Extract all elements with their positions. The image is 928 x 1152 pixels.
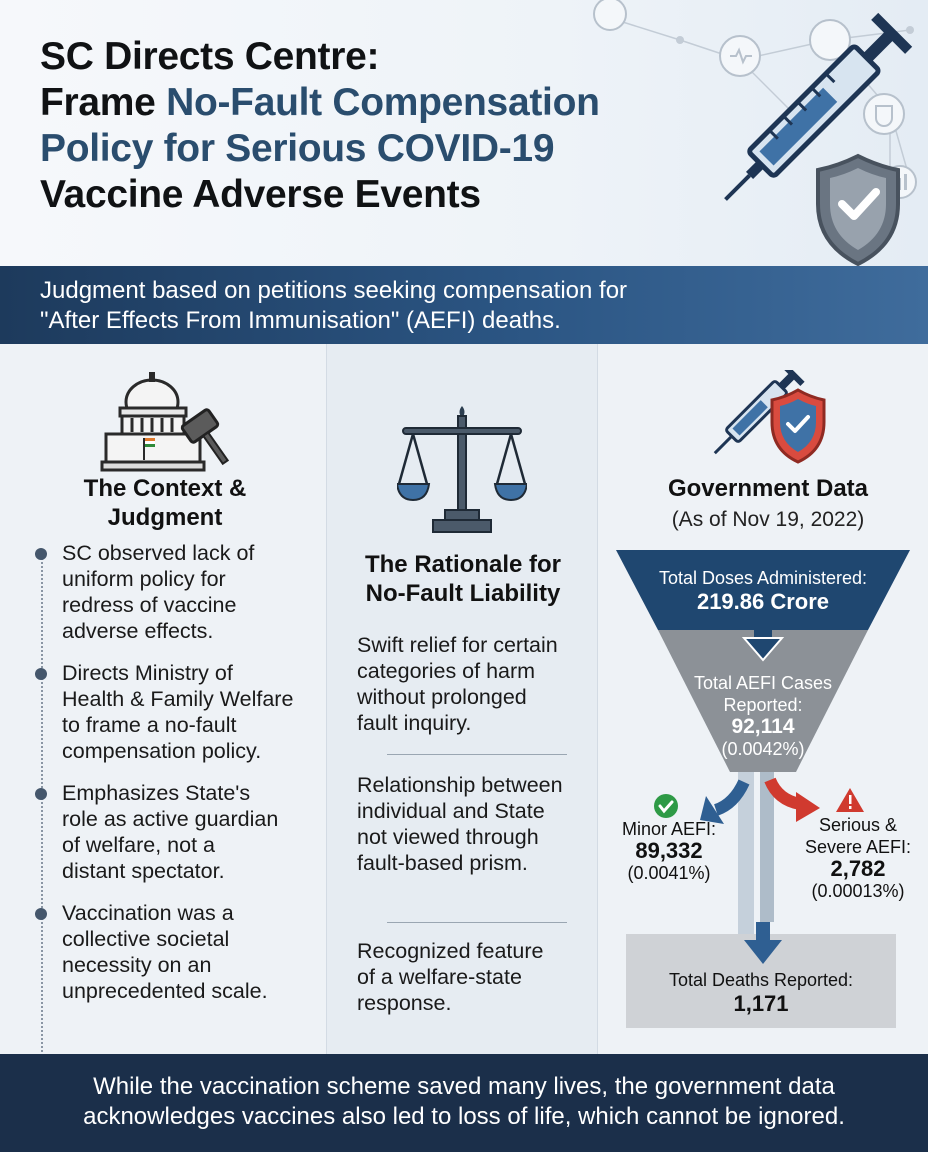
rationale-text: fault-based prism. xyxy=(357,851,528,875)
aefi-block xyxy=(658,672,868,760)
bullet-text: of welfare, not a xyxy=(62,833,215,857)
check-circle-icon xyxy=(654,794,678,818)
syringe-shield-illustration xyxy=(560,0,928,266)
scales-of-justice-icon xyxy=(397,402,527,537)
minor-value: 89,332 xyxy=(635,838,703,863)
footer-line-1: While the vaccination scheme saved many lives, the government data xyxy=(93,1073,835,1100)
rationale-text: Swift relief for certain xyxy=(357,633,558,657)
context-bullet-list xyxy=(28,540,318,1020)
supreme-court-gavel-icon xyxy=(100,364,230,474)
rationale-text: categories of harm xyxy=(357,659,536,683)
aefi-value: 92,114 xyxy=(731,715,795,738)
serious-percent: (0.00013%) xyxy=(811,881,905,901)
aefi-percent: (0.0042%) xyxy=(721,739,805,759)
bullet-text: redress of vaccine xyxy=(62,593,237,617)
list-item xyxy=(28,780,318,884)
context-title-line-1: The Context & xyxy=(83,475,247,502)
minor-label: Minor AEFI: xyxy=(621,819,717,839)
government-data-date: (As of Nov 19, 2022) xyxy=(671,508,865,531)
doses-label: Total Doses Administered: xyxy=(658,568,868,588)
doses-value: 219.86 Crore xyxy=(696,589,830,614)
subheader-banner xyxy=(0,266,928,344)
bullet-text: to frame a no-fault xyxy=(62,713,237,737)
rationale-text: Relationship between xyxy=(357,773,563,797)
context-title-line-2: Judgment xyxy=(107,504,223,531)
title-line-3: Policy for Serious COVID-19 xyxy=(40,127,555,170)
footer-line-2: acknowledges vaccines also led to loss of life, which cannot be ignored. xyxy=(83,1103,845,1130)
title-line-2-blue: No-Fault Compensation xyxy=(166,81,600,124)
title-line-2-dark: Frame xyxy=(40,81,167,124)
bullet-text: Health & Family Welfare xyxy=(62,687,294,711)
list-item xyxy=(28,900,318,1004)
rationale-text: Recognized feature xyxy=(357,939,544,963)
bullet-text: collective societal xyxy=(62,927,230,951)
bullet-text: necessity on an xyxy=(62,953,212,977)
serious-label-2: Severe AEFI: xyxy=(804,837,912,857)
list-item xyxy=(28,660,318,764)
doses-block xyxy=(638,566,888,614)
serious-label-1: Serious & xyxy=(818,815,898,835)
bullet-text: role as active guardian xyxy=(62,807,279,831)
subheader-line-1: Judgment based on petitions seeking compensation for xyxy=(40,277,628,304)
subheader-line-2: "After Effects From Immunisation" (AEFI) deaths. xyxy=(40,307,561,334)
bullet-text: compensation policy. xyxy=(62,739,262,763)
aefi-label-1: Total AEFI Cases xyxy=(693,673,833,693)
deaths-value: 1,171 xyxy=(733,991,789,1016)
deaths-label: Total Deaths Reported: xyxy=(668,970,854,990)
government-data-title: Government Data xyxy=(667,475,869,502)
medical-shield-icon xyxy=(864,94,904,134)
minor-percent: (0.0041%) xyxy=(627,863,711,883)
bullet-text: unprecedented scale. xyxy=(62,979,268,1003)
rationale-title-line-2: No-Fault Liability xyxy=(365,580,561,607)
government-data-column xyxy=(598,344,928,1054)
title-line-1: SC Directs Centre: xyxy=(40,35,380,78)
rationale-text: without prolonged xyxy=(357,685,527,709)
bullet-text: adverse effects. xyxy=(62,619,214,643)
context-column xyxy=(0,344,326,1054)
divider xyxy=(387,922,567,923)
serious-aefi-block xyxy=(798,814,918,902)
shield-check-icon xyxy=(818,156,898,264)
serious-arrow-icon xyxy=(770,780,800,804)
rationale-title-line-1: The Rationale for xyxy=(364,551,562,578)
rationale-text: not viewed through xyxy=(357,825,539,849)
bullet-text: Vaccination was a xyxy=(62,901,234,925)
content-columns xyxy=(0,344,928,1054)
bullet-text: uniform policy for xyxy=(62,567,226,591)
rationale-point xyxy=(357,632,587,736)
title-line-4: Vaccine Adverse Events xyxy=(40,173,481,216)
camera-icon xyxy=(594,0,626,30)
list-item xyxy=(28,540,318,644)
rationale-title xyxy=(337,550,589,608)
divider xyxy=(387,754,567,755)
rationale-text: fault inquiry. xyxy=(357,711,472,735)
rationale-text: individual and State xyxy=(357,799,545,823)
deaths-block xyxy=(626,968,896,1016)
minor-aefi-block xyxy=(604,818,734,884)
rationale-point xyxy=(357,772,592,876)
bullet-text: Directs Ministry of xyxy=(62,661,233,685)
bullet-text: Emphasizes State's xyxy=(62,781,251,805)
rationale-point xyxy=(357,938,587,1016)
footer-banner xyxy=(0,1054,928,1152)
header xyxy=(0,0,928,266)
serious-value: 2,782 xyxy=(830,856,886,881)
bullet-text: distant spectator. xyxy=(62,859,225,883)
rationale-text: response. xyxy=(357,991,452,1015)
rationale-column xyxy=(326,344,598,1054)
bullet-text: SC observed lack of xyxy=(62,541,255,565)
rationale-text: of a welfare-state xyxy=(357,965,522,989)
aefi-label-2: Reported: xyxy=(723,695,803,715)
context-title xyxy=(40,474,290,532)
